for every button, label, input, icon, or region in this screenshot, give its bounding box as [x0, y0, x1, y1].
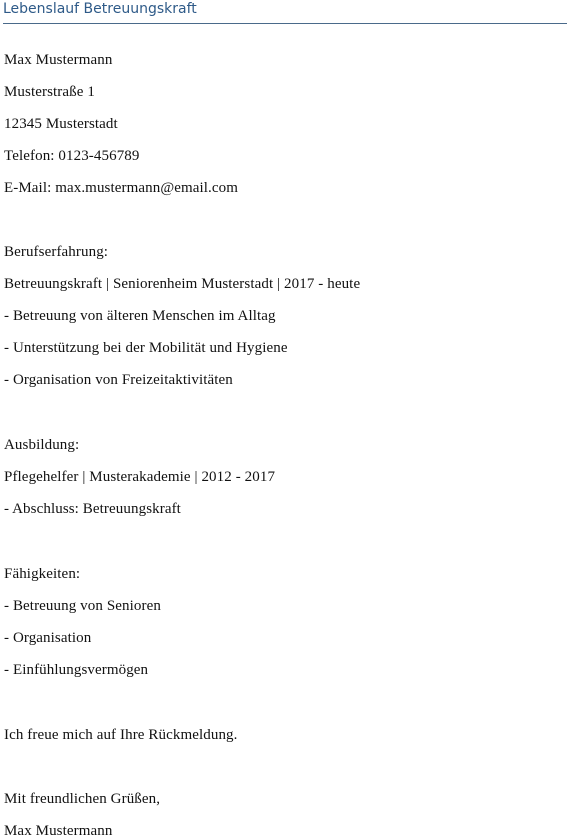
- closing-statement: Ich freue mich auf Ihre Rückmeldung.: [4, 727, 238, 743]
- page-header: [3, 0, 567, 24]
- skills-item: - Organisation: [4, 630, 92, 646]
- experience-item: - Betreuung von älteren Menschen im Alltag: [4, 308, 276, 324]
- skills-item: - Einfühlungsvermögen: [4, 662, 149, 678]
- education-position: Pflegehelfer | Musterakademie | 2012 - 2017: [4, 469, 276, 485]
- education-item: - Abschluss: Betreuungskraft: [4, 501, 181, 517]
- contact-city: 12345 Musterstadt: [4, 116, 118, 132]
- contact-phone: Telefon: 0123-456789: [4, 148, 140, 164]
- page-header-title: Lebenslauf Betreuungskraft: [3, 1, 197, 17]
- contact-name: Max Mustermann: [4, 52, 113, 68]
- skills-item: - Betreuung von Senioren: [4, 598, 161, 614]
- closing-greeting: Mit freundlichen Grüßen,: [4, 791, 161, 807]
- experience-heading: Berufserfahrung:: [4, 244, 109, 260]
- contact-street: Musterstraße 1: [4, 84, 95, 100]
- experience-item: - Unterstützung bei der Mobilität und Hygiene: [4, 340, 288, 356]
- closing-signature: Max Mustermann: [4, 823, 113, 839]
- experience-item: - Organisation von Freizeitaktivitäten: [4, 372, 233, 388]
- contact-email: E-Mail: max.mustermann@email.com: [4, 180, 239, 196]
- education-heading: Ausbildung:: [4, 437, 80, 453]
- skills-heading: Fähigkeiten:: [4, 566, 81, 582]
- experience-position: Betreuungskraft | Seniorenheim Musterstadt | 2017 - heute: [4, 276, 361, 292]
